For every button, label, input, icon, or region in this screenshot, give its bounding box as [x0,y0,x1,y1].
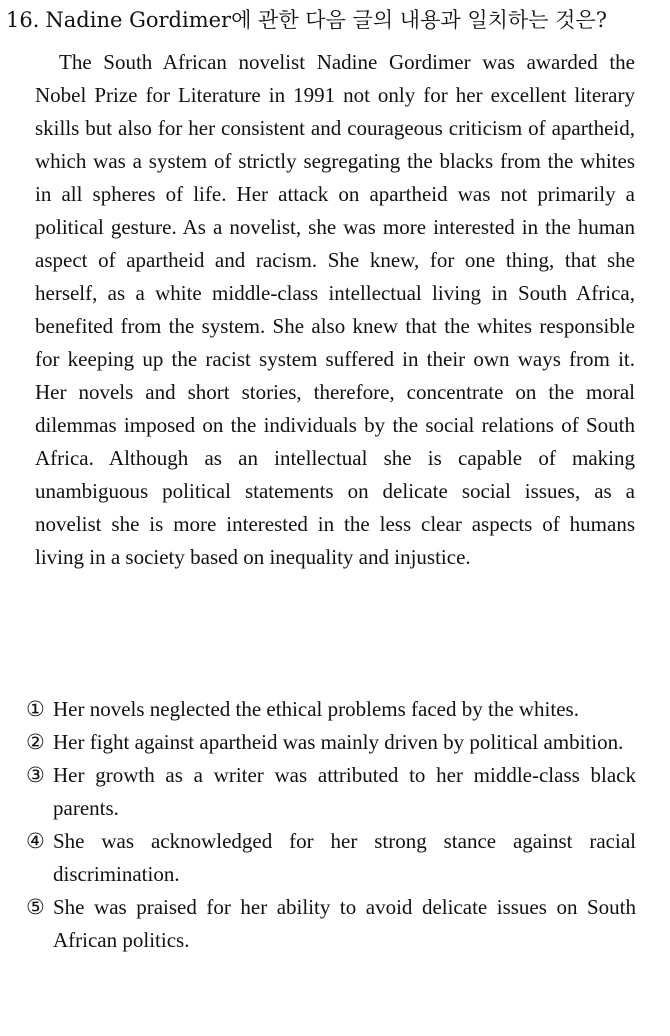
question-number: 16. [6,8,40,32]
choice-text: She was acknowledged for her strong stance against racial discrimination. [53,829,636,886]
answer-choice-4[interactable] [26,825,636,891]
question-prompt: Nadine Gordimer에 관한 다음 글의 내용과 일치하는 것은? [45,8,607,32]
choice-marker: ② [26,730,45,754]
question-header [6,4,656,37]
answer-choice-5[interactable] [26,891,636,957]
choice-text: Her growth as a writer was attributed to her middle-class black parents. [53,763,636,820]
reading-passage: The South African novelist Nadine Gordimer was awarded the Nobel Prize for Literature in 1991 not only for her excellent literary skills but also for her consistent and courageous criticism of apartheid, which was a system of strictly segregating the blacks from the whites in all spheres of life. Her attack on apartheid was not primarily a political gesture. As a novelist, she was more interested in the human aspect of apartheid and racism. She knew, for one thing, that she herself, as a white middle-class intellectual living in South Africa, benefited from the system. She also knew that the whites responsible for keeping up the racist system suffered in their own ways from it. Her novels and short stories, therefore, concentrate on the moral dilemmas imposed on the individuals by the social relations of South Africa. Although as an intellectual she is capable of making unambiguous political statements on delicate social issues, as a novelist she is more interested in the less clear aspects of humans living in a society based on inequality and injustice. [35,50,635,569]
answer-choice-1[interactable] [26,693,636,726]
choice-text: Her novels neglected the ethical problems faced by the whites. [53,697,579,721]
answer-choice-3[interactable] [26,759,636,825]
choice-marker: ① [26,697,45,721]
choice-marker: ④ [26,829,45,853]
answer-choices [26,693,636,957]
choice-text: She was praised for her ability to avoid delicate issues on South African politics. [53,895,636,952]
choice-text: Her fight against apartheid was mainly driven by political ambition. [53,730,624,754]
answer-choice-2[interactable] [26,726,636,759]
choice-marker: ③ [26,763,45,787]
choice-marker: ⑤ [26,895,45,919]
